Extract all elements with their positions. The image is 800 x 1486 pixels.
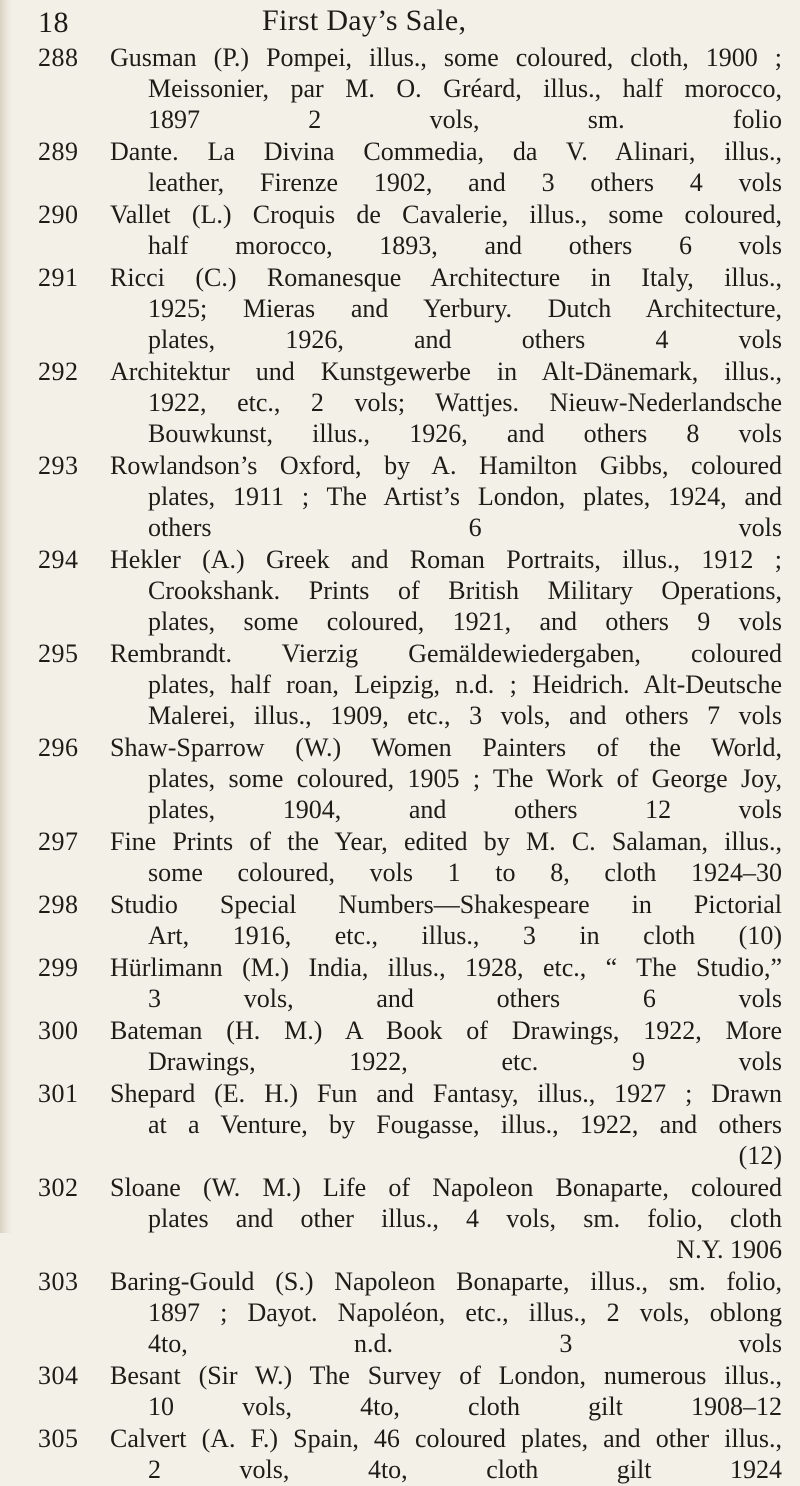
- lot-text-line: some coloured, vols 1 to 8, cloth 1924–30: [148, 858, 782, 887]
- lot-text-line: Dante. La Divina Commedia, da V. Alinari, illus.,: [110, 137, 782, 166]
- lot-text-line: Vallet (L.) Croquis de Cavalerie, illus., some coloured,: [110, 200, 782, 229]
- lot-number: 296: [38, 733, 79, 762]
- lot-number: 289: [38, 137, 79, 166]
- lot-text-line: at a Venture, by Fougasse, illus., 1922, and others: [148, 1110, 782, 1139]
- lot-text-line: plates, some coloured, 1921, and others 9 vols: [148, 607, 782, 636]
- lot-entry: [0, 136, 800, 198]
- lot-entry: [0, 1266, 800, 1359]
- lot-text-line: 1897 2 vols, sm. folio: [148, 105, 782, 134]
- lot-number: 297: [38, 827, 79, 856]
- lot-text-line: Rowlandson’s Oxford, by A. Hamilton Gibbs, coloured: [110, 451, 782, 480]
- lot-text-line: 3 vols, and others 6 vols: [148, 984, 782, 1013]
- lot-text-line: plates, 1926, and others 4 vols: [148, 325, 782, 354]
- lot-number: 295: [38, 639, 79, 668]
- lot-entry: [0, 732, 800, 825]
- lot-text-line: leather, Firenze 1902, and 3 others 4 vols: [148, 168, 782, 197]
- lot-text-line: Shaw-Sparrow (W.) Women Painters of the World,: [110, 733, 782, 762]
- lot-description: [110, 1078, 782, 1171]
- lot-entry: [0, 42, 800, 135]
- lot-number: 305: [38, 1424, 79, 1453]
- lot-description: [110, 1015, 782, 1077]
- lot-text-line: plates, 1904, and others 12 vols: [148, 795, 782, 824]
- lot-number: 304: [38, 1361, 79, 1390]
- lot-text-line: 1897 ; Dayot. Napoléon, etc., illus., 2 vols, oblong: [148, 1298, 782, 1327]
- lot-description: [110, 450, 782, 543]
- lot-number: 302: [38, 1173, 79, 1202]
- lot-description: [110, 199, 782, 261]
- lot-text-line: Art, 1916, etc., illus., 3 in cloth (10): [148, 921, 782, 950]
- lot-text-line: 10 vols, 4to, cloth gilt 1908–12: [148, 1392, 782, 1421]
- lot-number: 288: [38, 43, 79, 72]
- lot-entry: [0, 1423, 800, 1485]
- lot-text-line: 1925; Mieras and Yerbury. Dutch Architecture,: [148, 294, 782, 323]
- lot-number: 293: [38, 451, 79, 480]
- lot-text-line: Hekler (A.) Greek and Roman Portraits, illus., 1912 ;: [110, 545, 782, 574]
- lot-description: [110, 638, 782, 731]
- lot-entry: [0, 450, 800, 543]
- lot-text-line: Besant (Sir W.) The Survey of London, numerous illus.,: [110, 1361, 782, 1390]
- lot-text-line: plates, some coloured, 1905 ; The Work of George Joy,: [148, 764, 782, 793]
- lot-text-line: Shepard (E. H.) Fun and Fantasy, illus., 1927 ; Drawn: [110, 1079, 782, 1108]
- lot-number: 303: [38, 1267, 79, 1296]
- lot-text-line: (12): [738, 1141, 782, 1170]
- lot-text-line: 2 vols, 4to, cloth gilt 1924: [148, 1455, 782, 1484]
- lot-text-line: Bouwkunst, illus., 1926, and others 8 vols: [148, 419, 782, 448]
- lot-entry: [0, 1015, 800, 1077]
- lot-description: [110, 262, 782, 355]
- lot-entry: [0, 1360, 800, 1422]
- lot-text-line: Bateman (H. M.) A Book of Drawings, 1922, More: [110, 1016, 782, 1045]
- lot-text-line: N.Y. 1906: [676, 1235, 782, 1264]
- lot-entry: [0, 889, 800, 951]
- lot-entry: [0, 356, 800, 449]
- lot-text-line: Drawings, 1922, etc. 9 vols: [148, 1047, 782, 1076]
- lot-text-line: Malerei, illus., 1909, etc., 3 vols, and others 7 vols: [148, 701, 782, 730]
- lot-number: 292: [38, 357, 79, 386]
- lot-entry: [0, 199, 800, 261]
- lot-description: [110, 732, 782, 825]
- lot-text-line: 4to, n.d. 3 vols: [148, 1329, 782, 1358]
- lot-description: [110, 952, 782, 1014]
- lot-number: 300: [38, 1016, 79, 1045]
- lot-text-line: Gusman (P.) Pompei, illus., some coloured, cloth, 1900 ;: [110, 43, 782, 72]
- lot-entry: [0, 1078, 800, 1171]
- lot-description: [110, 136, 782, 198]
- lot-text-line: Meissonier, par M. O. Gréard, illus., half morocco,: [148, 74, 782, 103]
- lot-text-line: plates, 1911 ; The Artist’s London, plates, 1924, and: [148, 482, 782, 511]
- lot-entry: [0, 1172, 800, 1265]
- lot-text-line: Studio Special Numbers—Shakespeare in Pictorial: [110, 890, 782, 919]
- lot-text-line: others 6 vols: [148, 513, 782, 542]
- lot-text-line: Ricci (C.) Romanesque Architecture in Italy, illus.,: [110, 263, 782, 292]
- lot-number: 298: [38, 890, 79, 919]
- lot-description: [110, 1360, 782, 1422]
- lot-description: [110, 42, 782, 135]
- lot-description: [110, 889, 782, 951]
- lot-text-line: plates, half roan, Leipzig, n.d. ; Heidrich. Alt-Deutsche: [148, 670, 782, 699]
- lot-text-line: Calvert (A. F.) Spain, 46 coloured plates, and other illus.,: [110, 1424, 782, 1453]
- lot-number: 299: [38, 953, 79, 982]
- lot-text-line: Rembrandt. Vierzig Gemäldewiedergaben, coloured: [110, 639, 782, 668]
- lot-text-line: Sloane (W. M.) Life of Napoleon Bonaparte, coloured: [110, 1173, 782, 1202]
- lot-number: 290: [38, 200, 79, 229]
- lot-number: 291: [38, 263, 79, 292]
- lot-text-line: plates and other illus., 4 vols, sm. folio, cloth: [148, 1204, 782, 1233]
- lot-entry: [0, 952, 800, 1014]
- lot-text-line: Architektur und Kunstgewerbe in Alt-Dänemark, illus.,: [110, 357, 782, 386]
- lot-description: [110, 826, 782, 888]
- lot-entry: [0, 826, 800, 888]
- lot-number: 294: [38, 545, 79, 574]
- lot-text-line: half morocco, 1893, and others 6 vols: [148, 231, 782, 260]
- lot-text-line: Baring-Gould (S.) Napoleon Bonaparte, illus., sm. folio,: [110, 1267, 782, 1296]
- lot-description: [110, 356, 782, 449]
- lot-description: [110, 1423, 782, 1485]
- page-number: 18: [38, 6, 69, 39]
- lot-description: [110, 1266, 782, 1359]
- lot-text-line: Hürlimann (M.) India, illus., 1928, etc., “ The Studio,”: [110, 953, 782, 982]
- lot-description: [110, 544, 782, 637]
- lot-list: [0, 42, 800, 1486]
- lot-entry: [0, 638, 800, 731]
- lot-entry: [0, 544, 800, 637]
- lot-number: 301: [38, 1079, 79, 1108]
- lot-text-line: Fine Prints of the Year, edited by M. C. Salaman, illus.,: [110, 827, 782, 856]
- lot-entry: [0, 262, 800, 355]
- lot-text-line: Crookshank. Prints of British Military Operations,: [148, 576, 782, 605]
- running-head-title: First Day’s Sale,: [262, 4, 467, 37]
- lot-description: [110, 1172, 782, 1265]
- lot-text-line: 1922, etc., 2 vols; Wattjes. Nieuw-Nederlandsche: [148, 388, 782, 417]
